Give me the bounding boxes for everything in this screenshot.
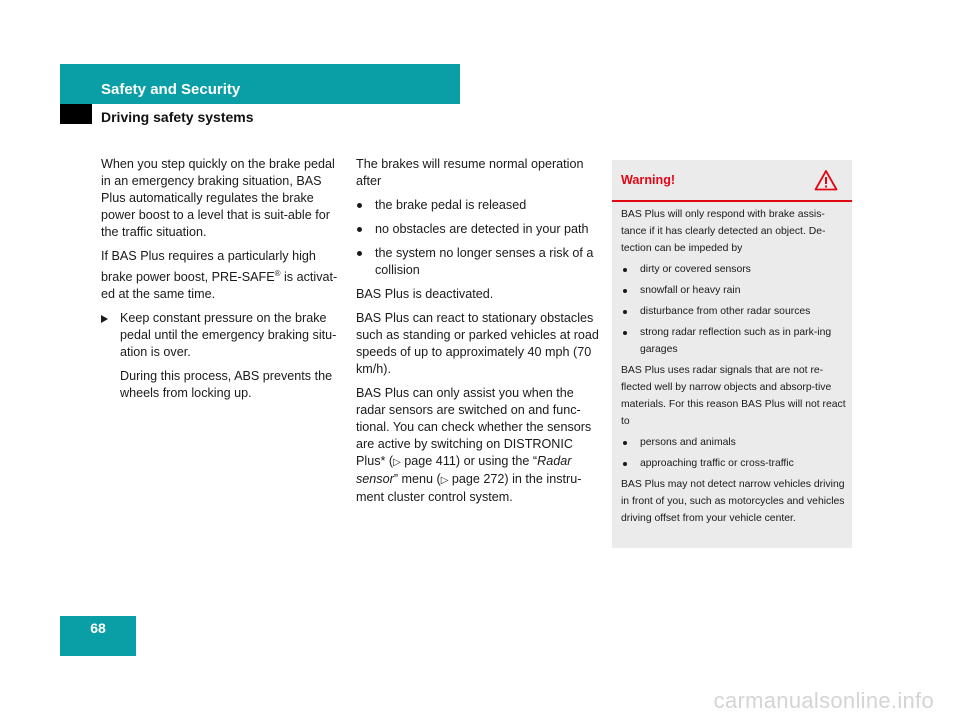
bullet-dot-icon: [623, 441, 627, 445]
paragraph: BAS Plus uses radar signals that are not re-flected well by narrow objects and absorp-tive materials. For this reason BAS Plus will not react to: [621, 365, 846, 427]
list-item: [356, 245, 602, 279]
list-item-text: no obstacles are detected in your path: [375, 222, 589, 236]
bullet-dot-icon: [357, 227, 362, 232]
paragraph: The brakes will resume normal operation after: [356, 157, 584, 188]
paragraph: [101, 248, 347, 303]
list-item: [621, 261, 849, 278]
registered-mark: ®: [274, 269, 281, 278]
bullet-dot-icon: [357, 251, 362, 256]
column-left: [101, 156, 347, 409]
list-item: [621, 282, 849, 299]
watermark: carmanualsonline.info: [713, 688, 934, 713]
list-item: [621, 324, 849, 358]
bullet-dot-icon: [623, 268, 627, 272]
page-number-box: [60, 616, 136, 656]
list-item: [621, 303, 849, 320]
list-item: [356, 221, 602, 238]
text: is activat-ed at the same time.: [101, 270, 338, 302]
text: page 411) or using the “: [400, 454, 538, 468]
bullet-dot-icon: [623, 310, 627, 314]
list-item: [621, 455, 849, 472]
bullet-dot-icon: [623, 331, 627, 335]
list-item-text: dirty or covered sensors: [640, 264, 751, 275]
warning-box: [612, 160, 852, 548]
paragraph: BAS Plus is deactivated.: [356, 287, 494, 301]
bullet-dot-icon: [623, 462, 627, 466]
text: If BAS Plus requires a particularly high brake power boost, PRE-SAFE: [101, 249, 316, 285]
paragraph: BAS Plus may not detect narrow vehicles driving in front of you, such as motorcycles and vehicles driving offset from your vehicle center.: [621, 479, 845, 524]
list-item-text: snowfall or heavy rain: [640, 285, 741, 296]
page-ref-arrow-icon: ▷: [393, 457, 401, 468]
step-text: Keep constant pressure on the brake pedal until the emergency braking situ-ation is over.: [120, 311, 337, 360]
text: page 272) in the instru-ment cluster control system.: [356, 472, 582, 504]
warning-triangle-icon: [814, 169, 838, 191]
paragraph: [356, 385, 602, 506]
list-item: [621, 434, 849, 451]
page-number: 68: [90, 620, 106, 636]
list-item: [356, 197, 602, 214]
subsection-title: Driving safety systems: [101, 109, 254, 125]
bullet-dot-icon: [623, 289, 627, 293]
page-ref-arrow-icon: ▷: [440, 475, 449, 486]
menu-name: Radar sensor: [356, 454, 572, 486]
text: BAS Plus can only assist you when the radar sensors are switched on and func-tional. You can check whether the sensors are active by switching on DISTRONIC Plus* (: [356, 386, 592, 468]
warning-title: Warning!: [621, 173, 676, 187]
paragraph: BAS Plus can react to stationary obstacles such as standing or parked vehicles at road speeds of up to approximately 40 mph (70 km/h).: [356, 311, 599, 376]
list-item-text: the system no longer senses a risk of a collision: [375, 246, 594, 277]
list-item-text: approaching traffic or cross-traffic: [640, 458, 794, 469]
header-marker: [60, 104, 92, 124]
column-middle: [356, 156, 602, 513]
list-item-text: strong radar reflection such as in park-ing garages: [640, 327, 832, 355]
paragraph: When you step quickly on the brake pedal in an emergency braking situation, BAS Plus automatically regulates the brake power boost to a level that is suit-able for the traffic situation.: [101, 157, 335, 239]
section-title: Safety and Security: [101, 81, 241, 98]
list-item-text: disturbance from other radar sources: [640, 306, 811, 317]
warning-body: [621, 206, 849, 531]
arrow-right-icon: [101, 315, 108, 323]
warning-header: [612, 160, 852, 202]
list-item-text: the brake pedal is released: [375, 198, 527, 212]
bullet-dot-icon: [357, 203, 362, 208]
list-item-text: persons and animals: [640, 437, 736, 448]
paragraph: BAS Plus will only respond with brake assis-tance if it has clearly detected an object. De-tection can be impeded by: [621, 209, 826, 254]
text: ” menu (: [393, 472, 441, 486]
step-note: During this process, ABS prevents the wheels from locking up.: [120, 369, 333, 401]
step-item: [101, 310, 347, 361]
